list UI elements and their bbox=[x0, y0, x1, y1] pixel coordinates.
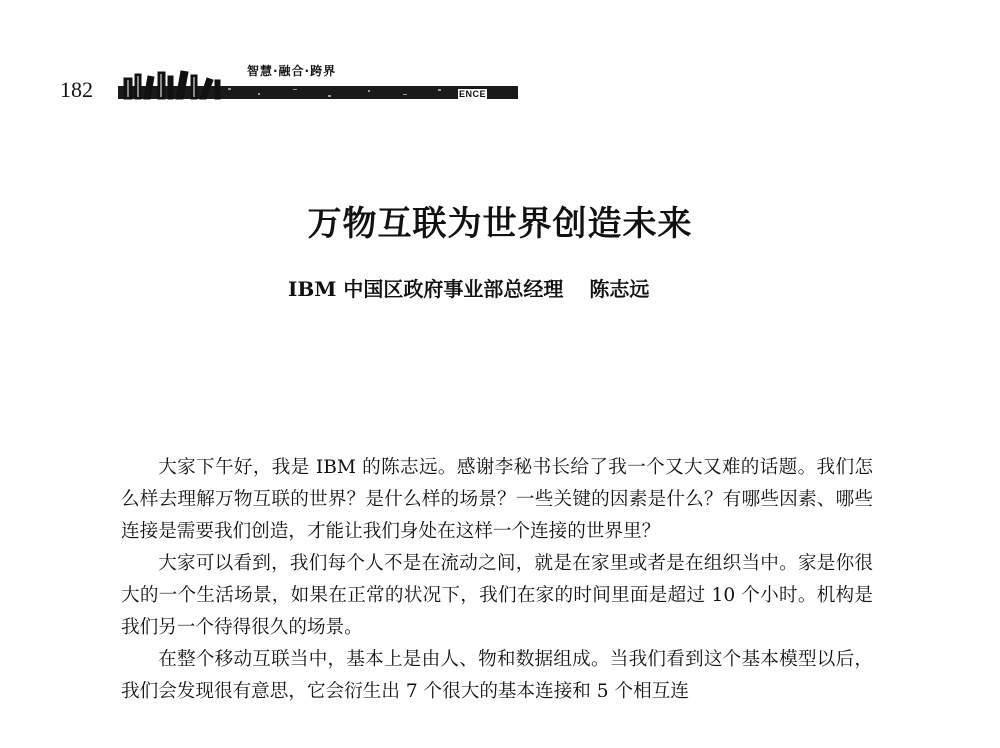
series-english-title: ENCE bbox=[459, 89, 487, 99]
paragraph-1: 大家下午好，我是 IBM 的陈志远。感谢李秘书长给了我一个又大又难的话题。我们怎么样去理解万物互联的世界？是什么样的场景？一些关键的因素是什么？有哪些因素、哪些连接是需要我们创造，才能让我们身处在这样一个连接的世界里？ bbox=[121, 457, 873, 542]
byline bbox=[288, 275, 649, 303]
author-name: 陈志远 bbox=[589, 277, 650, 301]
paragraph-2: 大家可以看到，我们每个人不是在流动之间，就是在家里或者是在组织当中。家是你很大的一个生活场景，如果在正常的状况下，我们在家的时间里面是超过 10 个小时。机构是我们另一个待得很久的场景。 bbox=[121, 553, 873, 638]
author-position: IBM 中国区政府事业部总经理 bbox=[288, 277, 564, 301]
article-title: 万物互联为世界创造未来 bbox=[307, 204, 693, 244]
article-body bbox=[121, 452, 873, 748]
page-number: 182 bbox=[60, 77, 93, 102]
series-title: 智慧·融合·跨界 bbox=[247, 64, 337, 78]
paragraph-3: 在整个移动互联当中，基本上是由人、物和数据组成。当我们看到这个基本模型以后，我们会发现很有意思，它会衍生出 7 个很大的基本连接和 5 个相互连 bbox=[121, 649, 873, 702]
